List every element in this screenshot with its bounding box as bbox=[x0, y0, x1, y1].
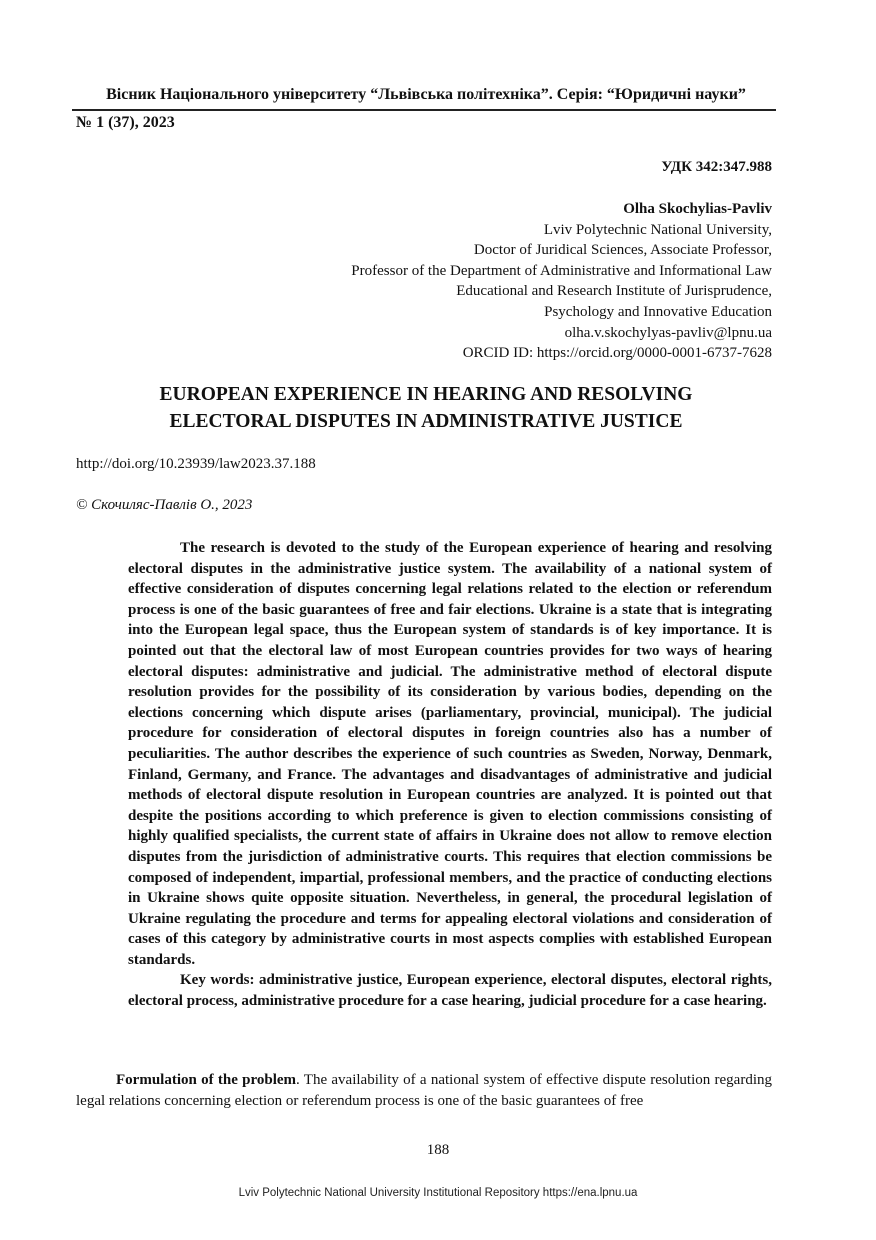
author-institute: Educational and Research Institute of Jurisprudence, bbox=[456, 283, 772, 300]
author-degree: Doctor of Juridical Sciences, Associate Professor, bbox=[473, 242, 772, 259]
author-name: Olha Skochylias-Pavliv bbox=[623, 201, 772, 217]
author-position: Professor of the Department of Administrative and Informational Law bbox=[351, 262, 772, 279]
page-number: 188 bbox=[426, 1142, 450, 1158]
journal-title: Вісник Національного університету “Львівська політехніка”. Серія: “Юридичні науки” bbox=[106, 86, 746, 103]
author-affiliation: Lviv Polytechnic National University, bbox=[543, 221, 772, 238]
abstract bbox=[128, 538, 772, 1012]
copyright: © Скочиляс-Павлів О., 2023 bbox=[76, 497, 253, 513]
author-block bbox=[152, 199, 772, 364]
author-email[interactable]: olha.v.skochylyas-pavliv@lpnu.ua bbox=[564, 324, 772, 341]
udc-code: УДК 342:347.988 bbox=[661, 159, 772, 175]
keywords: Key words: administrative justice, European experience, electoral disputes, electoral rights, electoral process, administrative procedure for a case hearing, judicial procedure for a case hearing. bbox=[128, 972, 772, 1010]
body-text bbox=[76, 1070, 772, 1111]
body-paragraph bbox=[76, 1070, 772, 1111]
doi-link[interactable]: http://doi.org/10.23939/law2023.37.188 bbox=[76, 456, 316, 472]
body-paragraph-text: . The availability of a national system of effective dispute resolution regarding legal relations concerning election or referendum process is one of the basic guarantees of free bbox=[76, 1072, 772, 1109]
author-orcid[interactable]: ORCID ID: https://orcid.org/0000-0001-6737-7628 bbox=[462, 345, 772, 362]
header-rule bbox=[72, 109, 776, 111]
section-lead: Formulation of the problem bbox=[116, 1072, 297, 1088]
title-line-1: EUROPEAN EXPERIENCE IN HEARING AND RESOLVING bbox=[159, 384, 693, 405]
abstract-text: The research is devoted to the study of the European experience of hearing and resolving electoral disputes in the administrative justice system. The availability of a national system of effective consideration of disputes concerning legal relations related to the election or referendum process is one of the basic guarantees of free and fair elections. Ukraine is a state that is integrating into the European legal space, thus the European system of standards is of key importance. It is pointed out that the electoral law of most European countries provides for two ways of hearing electoral disputes: administrative and judicial. The administrative method of electoral dispute resolution provides for the possibility of its consideration by various bodies, depending on the elections concerning which dispute arises (parliamentary, provincial, municipal). The judicial procedure for consideration of electoral disputes in foreign countries also has a number of peculiarities. The author describes the experience of such countries as Sweden, Norway, Denmark, Finland, Germany, and France. The advantages and disadvantages of administrative and judicial methods of electoral dispute resolution in European countries are analyzed. It is pointed out that despite the positions according to which preference is given to election commissions consisting of highly qualified specialists, the current state of affairs in Ukraine does not allow to remove election disputes from the jurisdiction of administrative courts. This requires that election commissions be composed of independent, impartial, professional members, and the practice of conducting elections in Ukraine shows quite opposite situation. Nevertheless, in general, the procedural legislation of Ukraine regulating the procedure and terms for appealing electoral violations and consideration of cases of this category by administrative courts in most aspects complies with established European standards. bbox=[128, 540, 772, 968]
issue-number: № 1 (37), 2023 bbox=[76, 114, 175, 131]
author-institute-cont: Psychology and Innovative Education bbox=[544, 303, 772, 320]
title-line-2: ELECTORAL DISPUTES IN ADMINISTRATIVE JUSTICE bbox=[169, 411, 683, 432]
repository-footer: Lviv Polytechnic National University Institutional Repository https://ena.lpnu.ua bbox=[238, 1187, 638, 1199]
article-title bbox=[76, 381, 776, 435]
